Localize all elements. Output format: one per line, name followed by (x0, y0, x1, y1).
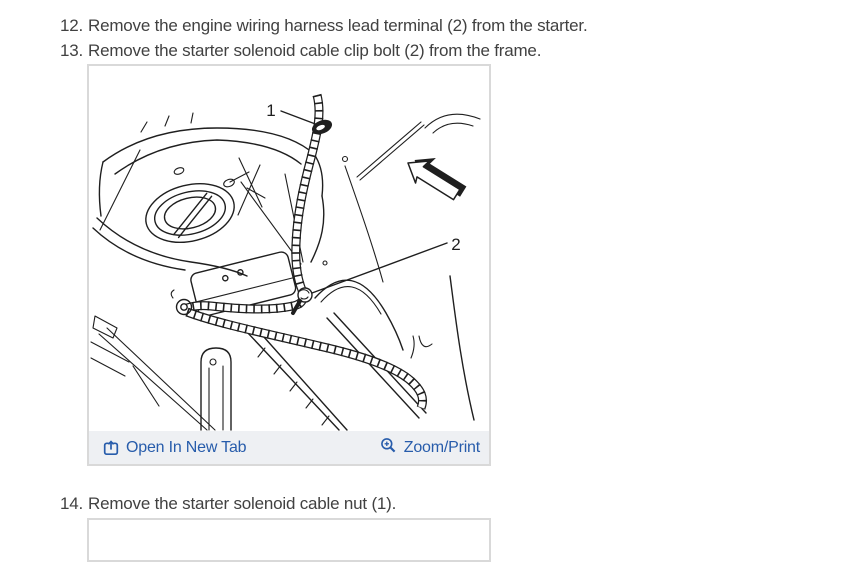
step-text: Remove the starter solenoid cable nut (1). (88, 494, 397, 513)
zoom-print-button[interactable] (380, 437, 480, 458)
step-number: 12. (59, 16, 83, 35)
next-figure-panel (87, 518, 491, 562)
open-in-new-tab-label: Open In New Tab (126, 438, 247, 456)
zoom-in-icon (380, 437, 397, 454)
step-text: Remove the starter solenoid cable clip bolt (2) from the frame. (88, 41, 542, 60)
callout-1-label: 1 (266, 101, 276, 120)
step-number: 13. (59, 41, 83, 60)
step-item-14 (56, 494, 396, 514)
starter-cable-diagram (89, 66, 489, 431)
step-number: 14. (59, 494, 83, 513)
open-in-new-tab-button[interactable] (103, 439, 246, 457)
direction-arrow (401, 147, 471, 207)
callout-2-label: 2 (451, 235, 461, 254)
zoom-print-label: Zoom/Print (403, 438, 480, 456)
figure-toolbar (89, 431, 489, 464)
step-item-13 (56, 41, 541, 61)
callout-2-leader (312, 243, 447, 293)
figure-canvas (89, 66, 489, 431)
open-in-new-tab-icon (103, 440, 119, 456)
callout-1-leader (281, 111, 318, 125)
figure-panel (87, 64, 491, 466)
step-item-12 (56, 16, 587, 36)
starter-cable (187, 95, 423, 408)
step-text: Remove the engine wiring harness lead terminal (2) from the starter. (88, 16, 588, 35)
